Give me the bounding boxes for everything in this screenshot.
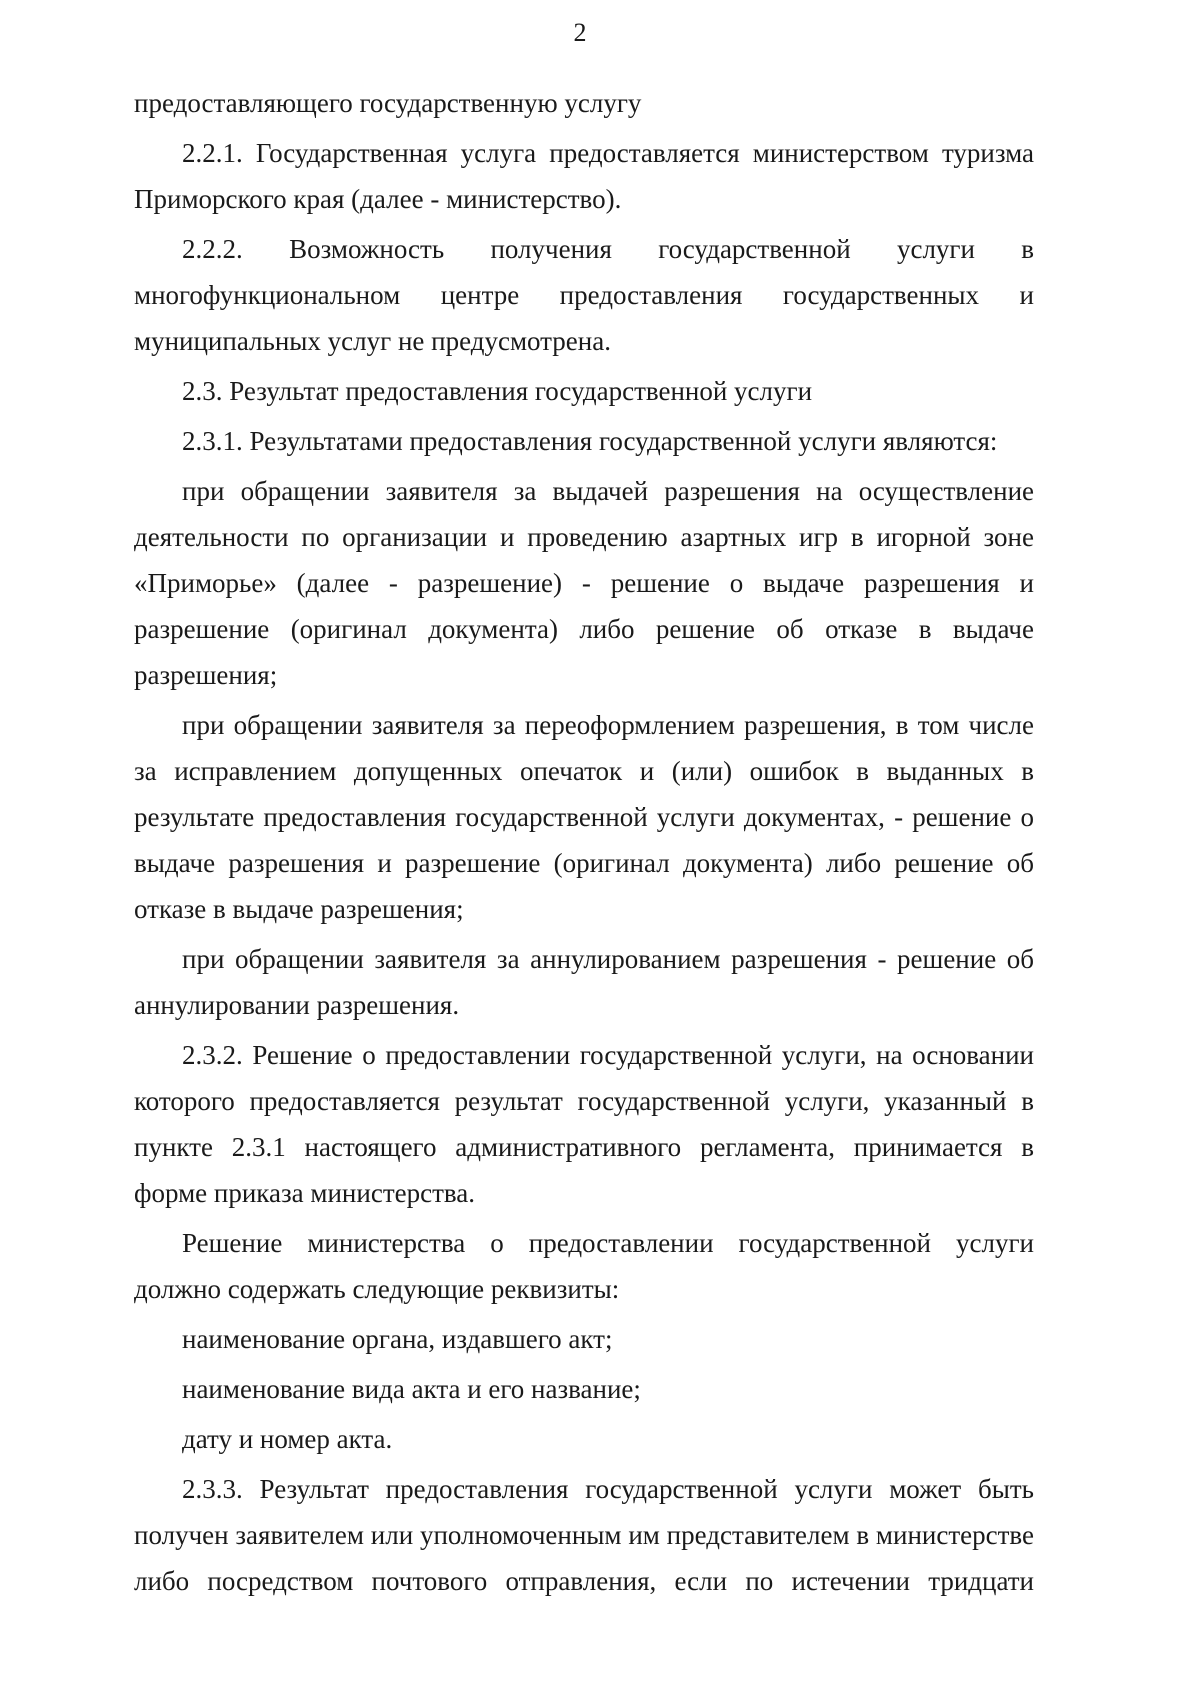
- paragraph: при обращении заявителя за переоформлением разрешения, в том числе за исправлением допущенных опечаток и (или) ошибок в выданных в результате предоставления государственной услуги документах, - решение о выдаче разрешения и разрешение (оригинал документа) либо решение об отказе в выдаче разрешения;: [134, 710, 1034, 924]
- paragraph: Решение министерства о предоставлении государственной услуги должно содержать следующие реквизиты:: [134, 1228, 1034, 1304]
- paragraph: при обращении заявителя за аннулированием разрешения - решение об аннулировании разрешения.: [134, 944, 1034, 1020]
- document-body: [134, 80, 1034, 1608]
- paragraph: 2.3. Результат предоставления государственной услуги: [182, 376, 813, 406]
- paragraph: 2.2.1. Государственная услуга предоставляется министерством туризма Приморского края (далее - министерство).: [134, 138, 1034, 214]
- paragraph: 2.3.2. Решение о предоставлении государственной услуги, на основании которого предоставляется результат государственной услуги, указанный в пункте 2.3.1 настоящего административного регламента, принимается в форме приказа министерства.: [134, 1040, 1034, 1208]
- paragraph: 2.3.3. Результат предоставления государственной услуги может быть получен заявителем или уполномоченным им представителем в министерстве либо посредством почтового отправления, если по истечении тридцати: [134, 1474, 1034, 1596]
- paragraph: предоставляющего государственную услугу: [134, 88, 642, 118]
- paragraph: наименование органа, издавшего акт;: [182, 1324, 613, 1354]
- paragraph: наименование вида акта и его название;: [182, 1374, 641, 1404]
- page-number: 2: [573, 18, 587, 47]
- paragraph: 2.2.2. Возможность получения государственной услуги в многофункциональном центре предоставления государственных и муниципальных услуг не предусмотрена.: [134, 234, 1034, 356]
- paragraph: дату и номер акта.: [182, 1424, 393, 1454]
- paragraph: при обращении заявителя за выдачей разрешения на осуществление деятельности по организации и проведению азартных игр в игорной зоне «Приморье» (далее - разрешение) - решение о выдаче разрешения и разрешение (оригинал документа) либо решение об отказе в выдаче разрешения;: [134, 476, 1034, 690]
- paragraph: 2.3.1. Результатами предоставления государственной услуги являются:: [182, 426, 998, 456]
